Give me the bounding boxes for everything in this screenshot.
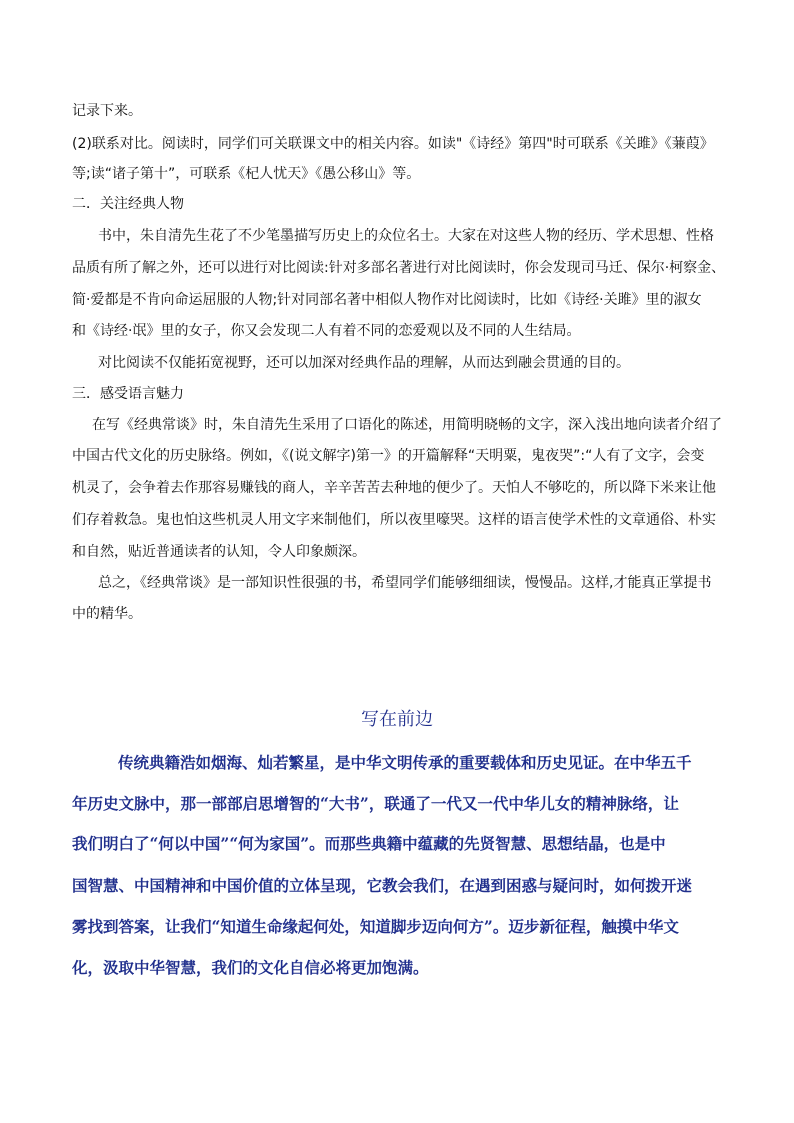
text-line: 品质有所了解之外，还可以进行对比阅读:针对多部名著进行对比阅读时，你会发现司马迁、保尔·柯察金、 xyxy=(72,260,726,276)
text-line: 和自然，贴近普通读者的认知，令人印象颇深。 xyxy=(72,544,366,560)
text-line: 机灵了，会争着去作那容易赚钱的商人，辛辛苦苦去种地的便少了。天怕人不够吃的，所以降下米来让他 xyxy=(72,480,716,496)
foreword-line: 传统典籍浩如烟海、灿若繁星，是中华文明传承的重要载体和历史见证。在中华五千 xyxy=(118,753,692,772)
foreword-line: 化，汲取中华智慧，我们的文化自信必将更加饱满。 xyxy=(72,958,429,977)
text-line: 等;读“诸子第十”，可联系《杞人忧天》《愚公移山》等。 xyxy=(72,166,421,182)
section-heading: 二．关注经典人物 xyxy=(72,196,184,212)
text-line: 在写《经典常谈》时，朱自清先生采用了口语化的陈述，用简明晓畅的文字，深入浅出地向读者介绍了 xyxy=(92,417,722,433)
text-line: 总之，《经典常谈》是一部知识性很强的书，希望同学们能够细细读，慢慢品。这样,才能真正掌提书 xyxy=(98,575,712,591)
text-line: 简·爱都是不肯向命运屈服的人物;针对同部名著中相似人物作对比阅读时，比如《诗经·关雎》里的淑女 xyxy=(72,292,702,308)
foreword-title: 写在前边 xyxy=(361,709,433,730)
text-line: (2)联系对比。阅读时，同学们可关联课文中的相关内容。如读"《诗经》第四"时可联系《关雎》《蒹葭》 xyxy=(72,136,714,152)
foreword-line: 雾找到答案，让我们“知道生命缘起何处，知道脚步迈向何方”。迈步新征程，触摸中华文 xyxy=(72,917,679,936)
text-line: 和《诗经·氓》里的女子，你又会发现二人有着不同的恋爱观以及不同的人生结局。 xyxy=(72,323,581,339)
section-heading: 三．感受语言魅力 xyxy=(72,386,184,402)
text-line: 们存着救急。鬼也怕这些机灵人用文字来制他们，所以夜里嚎哭。这样的语言使学术性的文章通俗、朴实 xyxy=(72,512,716,528)
text-line: 记录下来。 xyxy=(72,103,142,119)
text-line: 书中，朱自清先生花了不少笔墨描写历史上的众位名士。大家在对这些人物的经历、学术思想、性格 xyxy=(98,228,714,244)
text-line: 中的精华。 xyxy=(72,606,142,622)
text-line: 中国古代文化的历史脉络。例如，《(说文解字)第一》的开篇解释“天明粟，鬼夜哭”:“人有了文字，会变 xyxy=(72,448,705,464)
text-line: 对比阅读不仅能拓宽视野，还可以加深对经典作品的理解，从而达到融会贯通的目的。 xyxy=(98,355,630,371)
foreword-line: 国智慧、中国精神和中国价值的立体呈现，它教会我们，在遇到困惑与疑问时，如何拨开迷 xyxy=(72,876,693,895)
foreword-line: 年历史文脉中，那一部部启思增智的“大书”，联通了一代又一代中华儿女的精神脉络，让 xyxy=(72,794,679,813)
foreword-line: 我们明白了“何以中国”“何为家国”。而那些典籍中蕴藏的先贤智慧、思想结晶，也是中 xyxy=(72,834,666,853)
